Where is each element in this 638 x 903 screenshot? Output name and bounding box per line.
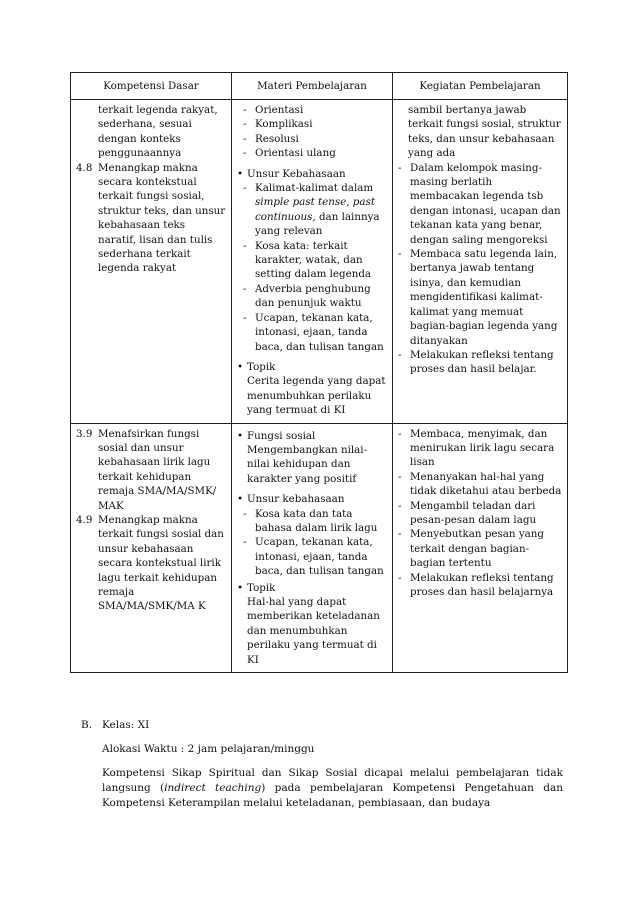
header-kegiatan-pembelajaran: Kegiatan Pembelajaran — [393, 73, 568, 100]
kd-text: Menangkap makna terkait fungsi sosial dan unsur kebahasaan secara kontekstual lirik lagu terkait kehidupan remaja SMA/MA/SMK/MA K — [98, 513, 224, 613]
list-item: - Kalimat-kalimat dalam simple past tense, past continuous, dan lainnya yang relevan — [243, 182, 380, 238]
list-item: - Adverbia penghubung dan penunjuk waktu — [243, 282, 371, 310]
list-item: - Menanyakan hal-hal yang tidak diketahui atau berbeda — [398, 470, 562, 498]
list-item: - Kosa kata dan tata bahasa dalam lirik lagu — [243, 507, 378, 534]
list-item: - Melakukan refleksi tentang proses dan hasil belajarnya — [398, 571, 554, 598]
list-item: - Orientasi ulang — [243, 147, 336, 160]
section-paragraph: Kompetensi Sikap Spiritual dan Sikap Sosial dicapai melalui pembelajaran tidak langsung (indirect teaching) pada pembelajaran Kompetensi Pengetahuan dan Kompetensi Keterampilan melalui keteladanan, pembiasaan, dan budaya — [102, 767, 564, 809]
list-item: - Kosa kata: terkait karakter, watak, dan setting dalam legenda — [243, 239, 372, 281]
table-row — [71, 423, 568, 673]
list-item: - Orientasi — [243, 104, 304, 116]
alokasi-waktu: Alokasi Waktu : 2 jam pelajaran/minggu — [102, 743, 315, 755]
list-item: - Ucapan, tekanan kata, intonasi, ejaan, tanda baca, dan tulisan tangan — [243, 536, 384, 578]
bullet-item: • Unsur Kebahasaan — [237, 167, 346, 180]
section-title: Kelas: XI — [102, 719, 150, 731]
topik-text: Hal-hal yang dapat memberikan keteladanan dan menumbuhkan perilaku yang termuat di KI — [247, 596, 380, 666]
list-item: - Ucapan, tekanan kata, intonasi, ejaan, tanda baca, dan tulisan tangan — [243, 311, 384, 353]
list-item: - Melakukan refleksi tentang proses dan hasil belajar. — [398, 348, 554, 376]
kegiatan-continued-text: sambil bertanya jawab terkait fungsi sosial, struktur teks, dan unsur kebahasaan yang ada — [408, 104, 561, 160]
kd-number: 4.9 — [76, 513, 93, 526]
list-item: - Resolusi — [243, 132, 299, 145]
table-header-row — [71, 73, 568, 100]
bullet-item: • Topik — [237, 360, 276, 373]
kd-number: 3.9 — [76, 427, 93, 440]
table-row — [71, 100, 568, 424]
kd-text: Menangkap makna secara kontekstual terkait fungsi sosial, struktur teks, dan unsur kebahasaan teks naratif, lisan dan tulis sederhana terkait legenda rakyat — [98, 161, 226, 275]
list-item: - Komplikasi — [243, 118, 313, 131]
kd-item — [76, 513, 226, 614]
kd-item — [76, 427, 226, 513]
list-item: - Dalam kelompok masing-masing berlatih membacakan legenda tsb dengan intonasi, ucapan dan tekanan kata yang benar, dengan saling mengoreksi — [398, 161, 561, 246]
list-item: - Menyebutkan pesan yang terkait dengan bagian-bagian tertentu — [398, 528, 545, 570]
topik-label: Topik — [247, 360, 276, 373]
kegiatan-cell — [393, 423, 568, 673]
list-item: - Membaca, menyimak, dan menirukan lirik lagu secara lisan — [398, 427, 555, 469]
fungsi-label: Fungsi sosial — [247, 429, 316, 442]
kd-text: Menafsirkan fungsi sosial dan unsur kebahasaan lirik lagu terkait kehidupan remaja SMA/MA/SMK/ MAK — [98, 427, 217, 512]
unsur-label: Unsur kebahasaan — [247, 493, 345, 506]
topik-label: Topik — [247, 581, 276, 594]
kd-cell — [71, 423, 232, 673]
bullet-item: • Topik — [237, 581, 276, 594]
topik-text: Cerita legenda yang dapat menumbuhkan perilaku yang termuat di KI — [247, 375, 386, 417]
header-materi-pembelajaran: Materi Pembelajaran — [232, 73, 393, 100]
bullet-item: • Unsur kebahasaan — [237, 493, 345, 506]
fungsi-text: Mengembangkan nilai-nilai kehidupan dan karakter yang positif — [247, 443, 368, 485]
kd-continued-text: terkait legenda rakyat, sederhana, sesuai dengan konteks penggunaannya — [98, 104, 218, 160]
kegiatan-cell — [393, 100, 568, 424]
list-item: - Membaca satu legenda lain, bertanya jawab tentang isinya, dan kemudian mengidentifikasi kalimat-kalimat yang memuat bagian-bagian legenda yang ditanyakan — [398, 248, 558, 347]
bullet-item: • Fungsi sosial — [237, 429, 316, 442]
materi-cell — [232, 423, 393, 673]
materi-cell — [232, 100, 393, 424]
section-b — [81, 718, 563, 811]
kd-item — [76, 161, 226, 276]
header-kompetensi-dasar: Kompetensi Dasar — [71, 73, 232, 100]
curriculum-table — [70, 72, 568, 673]
unsur-label: Unsur Kebahasaan — [247, 167, 346, 180]
list-item: - Mengambil teladan dari pesan-pesan dalam lagu — [398, 499, 537, 526]
kd-cell — [71, 100, 232, 424]
kd-number: 4.8 — [76, 161, 93, 174]
section-letter: B. — [81, 719, 93, 731]
